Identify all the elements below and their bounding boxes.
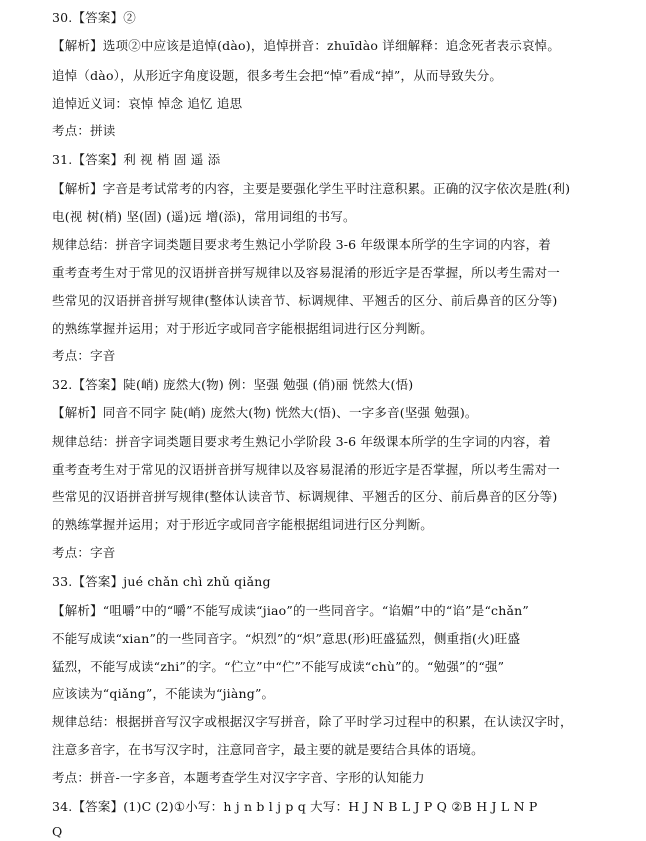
rule-33-line-1: 规律总结：根据拼音写汉字或根据汉字写拼音，除了平时学习过程中的积累，在认读汉字时， bbox=[52, 714, 573, 729]
rule-32-line-2: 重考查考生对于常见的汉语拼音拼写规律以及容易混淆的形近字是否掌握，所以考生需对一 bbox=[52, 462, 561, 477]
topic-30-line: 考点：拼读 bbox=[52, 123, 116, 138]
analysis-33-line-4: 应该读为“qiǎng”，不能读为“jiàng”。 bbox=[52, 686, 275, 701]
topic-33-line: 考点：拼音-一字多音，本题考查学生对汉字字音、字形的认知能力 bbox=[52, 770, 425, 785]
answer-33-line: 33.【答案】jué chǎn chì zhǔ qiǎng bbox=[52, 574, 271, 589]
rule-32-line-3: 些常见的汉语拼音拼写规律(整体认读音节、标调规律、平翘舌的区分、前后鼻音的区分等) bbox=[52, 489, 558, 504]
analysis-33-line-1: 【解析】“咀嚼”中的“嚼”不能写成读“jiao”的一些同音字。“谄媚”中的“谄”是“chǎn” bbox=[52, 603, 529, 618]
answer-34-line: 34.【答案】(1)C (2)①小写：h j n b l j p q 大写：H J N B L J P Q ②B H J L N P bbox=[52, 799, 538, 814]
analysis-31-line-2: 电(视 树(梢) 坚(固) (遥)远 增(添)，常用词组的书写。 bbox=[52, 209, 356, 224]
rule-33-line-2: 注意多音字，在书写汉字时，注意同音字，最主要的就是要结合具体的语境。 bbox=[52, 742, 484, 757]
analysis-33-line-2: 不能写成读“xian”的一些同音字。“炽烈”的“炽”意思(形)旺盛猛烈，侧重指(火)旺盛 bbox=[52, 631, 521, 646]
synonyms-line: 追悼近义词：哀悼 悼念 追忆 追思 bbox=[52, 96, 243, 111]
analysis-30-line-1: 【解析】选项②中应该是追悼(dào)，追悼拼音：zhuīdào 详细解释：追念死者表示哀悼。 bbox=[52, 38, 561, 53]
analysis-30-line-2: 追悼（dào），从形近字角度设题，很多考生会把“悼”看成“掉”，从而导致失分。 bbox=[52, 68, 503, 83]
answer-32-line: 32.【答案】陡(峭) 庞然大(物) 例：坚强 勉强 (俏)丽 恍然大(悟) bbox=[52, 377, 414, 392]
topic-32-line: 考点：字音 bbox=[52, 545, 116, 560]
rule-31-line-4: 的熟练掌握并运用；对于形近字或同音字能根据组词进行区分判断。 bbox=[52, 321, 434, 336]
rule-32-line-4: 的熟练掌握并运用；对于形近字或同音字能根据组词进行区分判断。 bbox=[52, 517, 434, 532]
answer-30-line: 30.【答案】② bbox=[52, 10, 136, 25]
rule-31-line-1: 规律总结：拼音字词类题目要求考生熟记小学阶段 3-6 年级课本所学的生字词的内容，着 bbox=[52, 237, 551, 252]
answer-31-line: 31.【答案】利 视 梢 固 遥 添 bbox=[52, 152, 221, 167]
rule-32-line-1: 规律总结：拼音字词类题目要求考生熟记小学阶段 3-6 年级课本所学的生字词的内容，着 bbox=[52, 434, 551, 449]
rule-31-line-2: 重考查考生对于常见的汉语拼音拼写规律以及容易混淆的形近字是否掌握，所以考生需对一 bbox=[52, 265, 561, 280]
analysis-33-line-3: 猛烈，不能写成读“zhi”的字。“伫立”中“伫”不能写成读“chù”的。“勉强”的“强” bbox=[52, 659, 505, 674]
rule-31-line-3: 些常见的汉语拼音拼写规律(整体认读音节、标调规律、平翘舌的区分、前后鼻音的区分等) bbox=[52, 293, 558, 308]
analysis-31-line-1: 【解析】字音是考试常考的内容，主要是要强化学生平时注意积累。正确的汉字依次是胜(利) bbox=[52, 181, 571, 196]
analysis-32-line: 【解析】同音不同字 陡(峭) 庞然大(物) 恍然大(悟)、一字多音(坚强 勉强)。 bbox=[52, 405, 478, 420]
answer-34-continued: Q bbox=[52, 824, 63, 839]
topic-31-line: 考点：字音 bbox=[52, 348, 116, 363]
